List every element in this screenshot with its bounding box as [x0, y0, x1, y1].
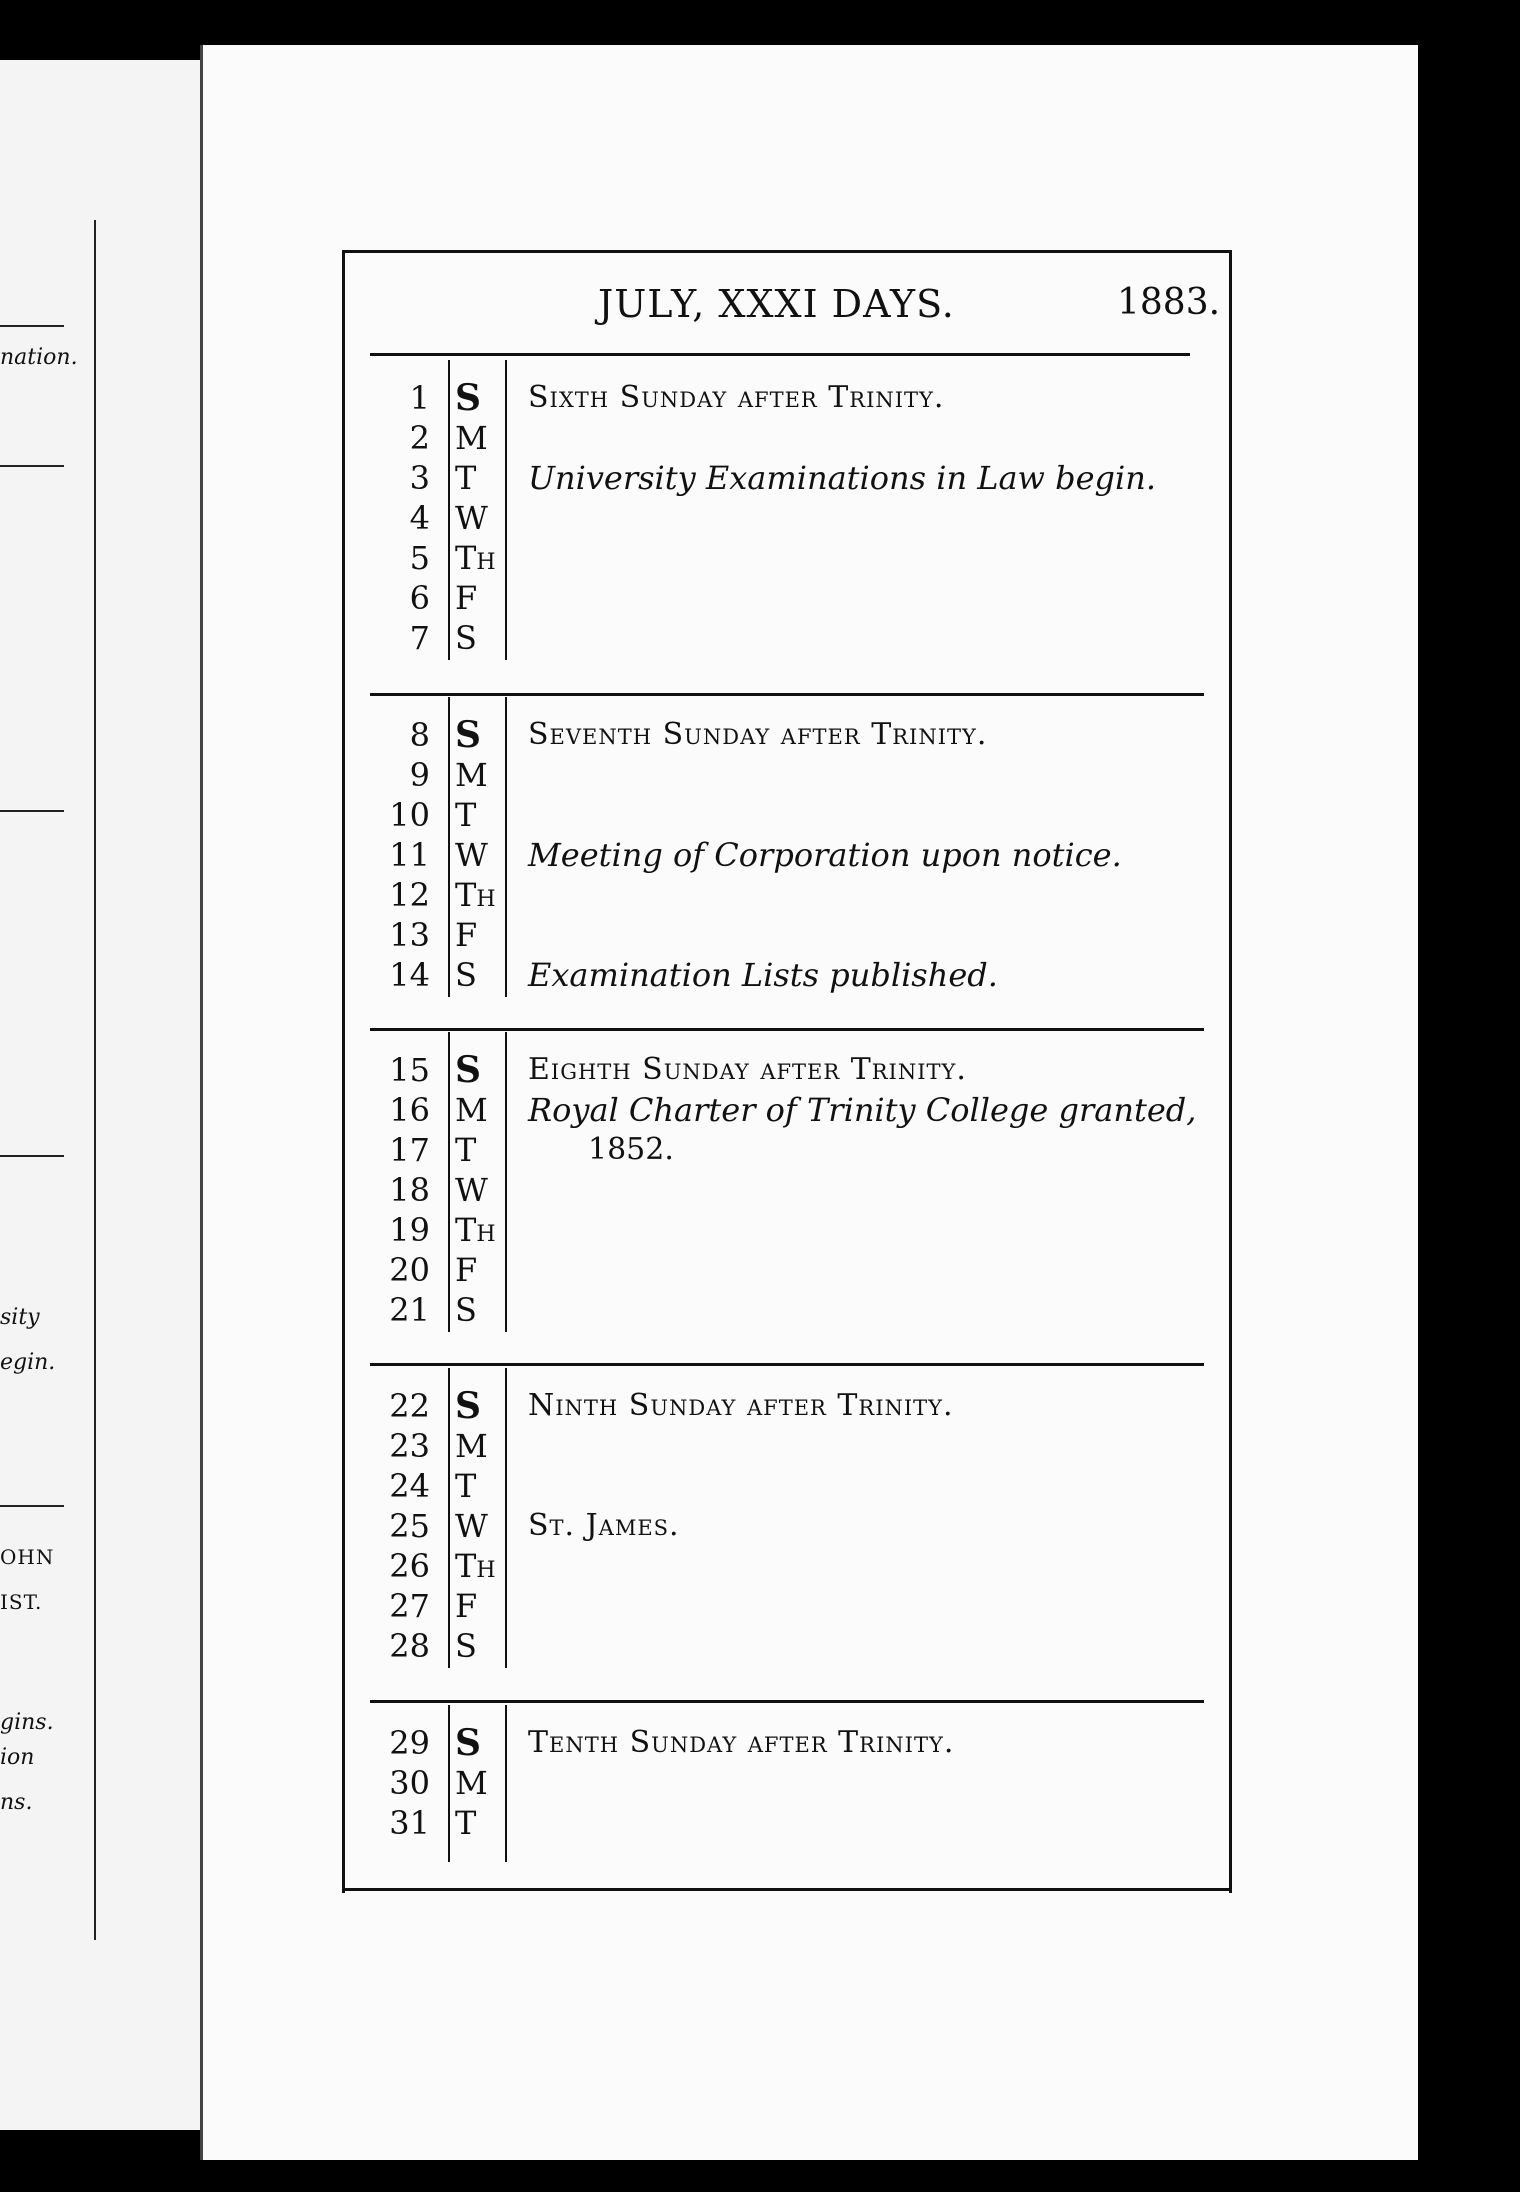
weekday-abbr: F [455, 579, 478, 617]
calendar-event: Ninth Sunday after Trinity. [528, 1388, 954, 1423]
facing-page-text: OHN [0, 1545, 55, 1569]
weekday-abbr: W [455, 499, 488, 537]
day-number: 8 [409, 716, 430, 754]
calendar-event: Meeting of Corporation upon notice. [528, 836, 1122, 874]
weekday-abbr: F [455, 916, 478, 954]
weekday-abbr: Th [455, 876, 496, 914]
weekday-abbr: S [455, 956, 477, 994]
sunday-marker: S [455, 714, 481, 756]
sunday-marker: S [455, 377, 481, 419]
month-title: JULY, XXXI DAYS. [598, 282, 955, 326]
day-number: 30 [389, 1764, 430, 1802]
day-number: 13 [389, 916, 430, 954]
calendar-event: 1852. [588, 1132, 674, 1167]
weekday-abbr: S [455, 1291, 477, 1329]
sunday-marker: S [455, 1385, 481, 1427]
day-number: 14 [389, 956, 430, 994]
calendar-frame-bottom [342, 1888, 1232, 1891]
day-number: 7 [409, 619, 430, 657]
facing-page-rule [0, 810, 64, 812]
day-number: 23 [389, 1427, 430, 1465]
column-rule [448, 1368, 450, 1668]
week-divider [370, 1028, 1204, 1031]
calendar-event: Tenth Sunday after Trinity. [528, 1725, 955, 1760]
facing-page-text: sity [0, 1305, 40, 1330]
weekday-abbr: S [455, 619, 477, 657]
calendar-event: St. James. [528, 1508, 680, 1543]
column-rule [505, 1368, 507, 1668]
day-number: 9 [409, 756, 430, 794]
calendar-event: Sixth Sunday after Trinity. [528, 380, 945, 415]
weekday-abbr: Th [455, 539, 496, 577]
day-number: 15 [389, 1051, 430, 1089]
week-divider [370, 1700, 1204, 1703]
day-number: 2 [409, 419, 430, 457]
facing-page-text: nation. [0, 345, 78, 370]
facing-page-rule [0, 325, 64, 327]
calendar-event: University Examinations in Law begin. [528, 459, 1157, 497]
weekday-abbr: M [455, 419, 488, 457]
day-number: 4 [409, 499, 430, 537]
weekday-abbr: F [455, 1251, 478, 1289]
weekday-abbr: W [455, 1171, 488, 1209]
week-divider [370, 1363, 1204, 1366]
facing-page [0, 60, 218, 2130]
day-number: 10 [389, 796, 430, 834]
column-rule [448, 697, 450, 997]
column-rule [505, 360, 507, 660]
weekday-abbr: W [455, 836, 488, 874]
day-number: 22 [389, 1387, 430, 1425]
weekday-abbr: Th [455, 1211, 496, 1249]
day-number: 6 [409, 579, 430, 617]
column-rule [448, 360, 450, 660]
sunday-marker: S [455, 1049, 481, 1091]
weekday-abbr: M [455, 1091, 488, 1129]
weekday-abbr: T [455, 1131, 477, 1169]
day-number: 29 [389, 1724, 430, 1762]
weekday-abbr: M [455, 1764, 488, 1802]
day-number: 31 [389, 1804, 430, 1842]
day-number: 21 [389, 1291, 430, 1329]
day-number: 5 [409, 539, 430, 577]
day-number: 1 [409, 379, 430, 417]
calendar-event: Eighth Sunday after Trinity. [528, 1052, 967, 1087]
weekday-abbr: W [455, 1507, 488, 1545]
facing-page-rule [0, 1155, 64, 1157]
weekday-abbr: M [455, 756, 488, 794]
day-number: 18 [389, 1171, 430, 1209]
weekday-abbr: S [455, 1627, 477, 1665]
column-rule [505, 1705, 507, 1862]
day-number: 27 [389, 1587, 430, 1625]
weekday-abbr: T [455, 1804, 477, 1842]
facing-page-rule [0, 465, 64, 467]
facing-page-text: IST. [0, 1590, 43, 1614]
facing-page-column-rule [94, 220, 96, 1940]
day-number: 19 [389, 1211, 430, 1249]
column-rule [448, 1032, 450, 1332]
day-number: 28 [389, 1627, 430, 1665]
day-number: 16 [389, 1091, 430, 1129]
weekday-abbr: T [455, 796, 477, 834]
day-number: 26 [389, 1547, 430, 1585]
facing-page-text: gins. [0, 1710, 54, 1735]
day-number: 17 [389, 1131, 430, 1169]
header-rule [370, 353, 1190, 356]
day-number: 11 [389, 836, 430, 874]
column-rule [448, 1705, 450, 1862]
weekday-abbr: F [455, 1587, 478, 1625]
year-label: 1883. [1117, 282, 1221, 323]
facing-page-text: ns. [0, 1790, 33, 1815]
day-number: 3 [409, 459, 430, 497]
facing-page-text: egin. [0, 1350, 56, 1375]
day-number: 25 [389, 1507, 430, 1545]
calendar-event: Examination Lists published. [528, 956, 998, 994]
column-rule [505, 697, 507, 997]
calendar-event: Royal Charter of Trinity College granted, [528, 1091, 1197, 1129]
sunday-marker: S [455, 1722, 481, 1764]
weekday-abbr: T [455, 1467, 477, 1505]
week-divider [370, 693, 1204, 696]
facing-page-rule [0, 1505, 64, 1507]
weekday-abbr: Th [455, 1547, 496, 1585]
facing-page-text: ion [0, 1745, 35, 1770]
day-number: 12 [389, 876, 430, 914]
calendar-event: Seventh Sunday after Trinity. [528, 717, 988, 752]
column-rule [505, 1032, 507, 1332]
day-number: 24 [389, 1467, 430, 1505]
weekday-abbr: T [455, 459, 477, 497]
weekday-abbr: M [455, 1427, 488, 1465]
day-number: 20 [389, 1251, 430, 1289]
